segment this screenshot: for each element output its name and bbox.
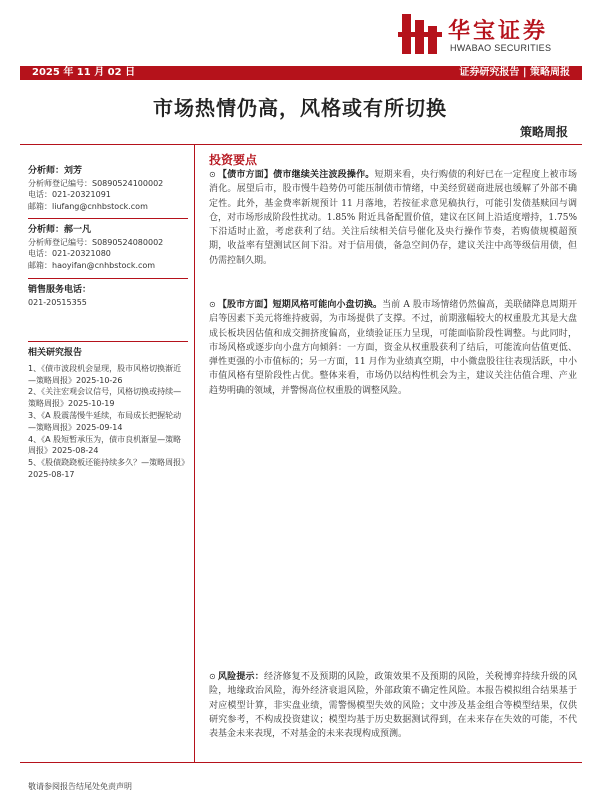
hwabao-logo-icon <box>398 12 444 56</box>
analyst-phone: 电话：021-20321080 <box>28 249 111 258</box>
risk-paragraph <box>209 670 577 741</box>
footer-divider <box>20 762 582 763</box>
column-divider <box>194 145 195 763</box>
sales-label: 销售服务电话： <box>28 285 92 295</box>
sidebar-divider <box>28 341 188 342</box>
related-report-item[interactable]: 3、《A 股震荡慢牛延续，布局成长把握轮动—策略周报》2025-09-14 <box>28 410 182 432</box>
bullet-icon: ⊙ <box>209 170 216 179</box>
risk-text: 经济修复不及预期的风险，政策效果不及预期的风险，关税博弈持续升级的风险，地缘政治风险，海外经济衰退风险，外部政策不确定性风险。本报告模拟组合结果基于对应模型计算，非实盘业绩，需警惕模型失效的风险；文中涉及基金组合等模型结果，仅供研究参考，不构成投资建议；模型均基于历史数据测试得到，在未来存在失效的可能，不代表基金未来表现，不对基金的未来表现构成预测。 <box>209 672 577 740</box>
related-report-item[interactable]: 1、《债市波段机会显现，股市风格切换渐近—策略周报》2025-10-26 <box>28 363 182 385</box>
report-category: 证券研究报告 | 策略周报 <box>459 67 570 78</box>
page-title: 市场热情仍高，风格或有所切换 <box>153 96 447 120</box>
related-reports <box>28 348 188 481</box>
stock-text: 当前 A 股市场情绪仍然偏高，美联储降息周期开启等因素下美元将维持疲弱，为市场提供了支撑。不过，前期涨幅较大的权重股尤其是大盘成长板块因估值和成交拥挤度偏高，业绩验证压力呈现，可能面临阶段性调整。与此同时，市场风格或逐步向小盘方向倾斜：一方面，资金从权重股获利了结后，可能流向估值更低、弹性更强的小市值标的；另一方面，11 月作为业绩真空期，中小微盘股往往表现活跃，中小市值风格有望阶段性占优。整体来看，市场仍以结构性机会为主，建议关注估值合理、产业趋势明确的领域，并警惕高位权重股的调整风险。 <box>209 300 577 396</box>
title-divider <box>20 144 582 145</box>
sales-phone: 021-20515355 <box>28 297 87 307</box>
header-bar <box>20 66 582 80</box>
analyst-email[interactable]: 邮箱：liufang@cnhbstock.com <box>28 201 148 211</box>
analyst-reg: 分析师登记编号：S0890524080002 <box>28 237 164 247</box>
sidebar-divider <box>28 278 188 279</box>
analyst-phone: 电话：021-20321091 <box>28 190 111 199</box>
stock-paragraph <box>209 298 577 398</box>
logo-name-cn: 华宝证券 <box>448 19 549 44</box>
risk-tag: 风险提示： <box>217 672 264 682</box>
analyst-name: 分析师：刘芳 <box>28 166 83 176</box>
sidebar-divider <box>28 218 188 219</box>
sales-block <box>28 285 188 308</box>
brand-logo <box>398 12 588 58</box>
related-heading: 相关研究报告 <box>28 348 83 358</box>
disclaimer-note: 敬请参阅报告结尾处免责声明 <box>28 782 132 791</box>
logo-name-en: HWABAO SECURITIES <box>450 43 552 53</box>
analyst-name: 分析师：郝一凡 <box>28 225 92 235</box>
stock-tag: 【股市方面】短期风格可能向小盘切换。 <box>217 300 383 310</box>
related-report-item[interactable]: 2、《关注宏观会议信号，风格切换或持续—策略周报》2025-10-19 <box>28 387 182 409</box>
report-date: 2025 年 11 月 02 日 <box>32 67 136 78</box>
analyst-block-1 <box>28 166 188 212</box>
page-subtitle: 策略周报 <box>519 125 568 139</box>
bullet-icon: ⊙ <box>209 300 216 309</box>
analyst-block-2 <box>28 225 188 271</box>
analyst-email[interactable]: 邮箱：haoyifan@cnhbstock.com <box>28 260 156 270</box>
section-heading: 投资要点 <box>209 153 258 167</box>
bond-text: 短期来看，央行购债的利好已在一定程度上被市场消化。展望后市，股市慢牛趋势仍可能压制债市情绪，中美经贸磋商进展也缓解了外部不确定性。此外，基金费率新规预计 11 月落地，若按征求意见稿执行，可能引发债基赎回与调仓，对市场形成阶段性扰动。1.85% 附近具备配置价值，建议在区间上沿适度增持，1.75% 下沿适时止盈，考虑获利了结。关注后续相关信号催化及央行操作节奏，若购债规模超预期，收益率有望测试区间下沿。对于信用债，备急空间仍存，建议关注中高等级信用债，但仍需控制久期。 <box>209 170 577 266</box>
bullet-icon: ⊙ <box>209 672 216 681</box>
analyst-reg: 分析师登记编号：S0890524100002 <box>28 178 164 188</box>
bond-paragraph <box>209 168 577 268</box>
bond-tag: 【债市方面】债市继续关注波段操作。 <box>217 170 375 180</box>
related-report-item[interactable]: 4、《A 股短暂承压为，债市良机渐显—策略周报》2025-08-24 <box>28 434 182 456</box>
related-report-item[interactable]: 5、《股债跷跷板还能持续多久？—策略周报》2025-08-17 <box>28 458 186 479</box>
